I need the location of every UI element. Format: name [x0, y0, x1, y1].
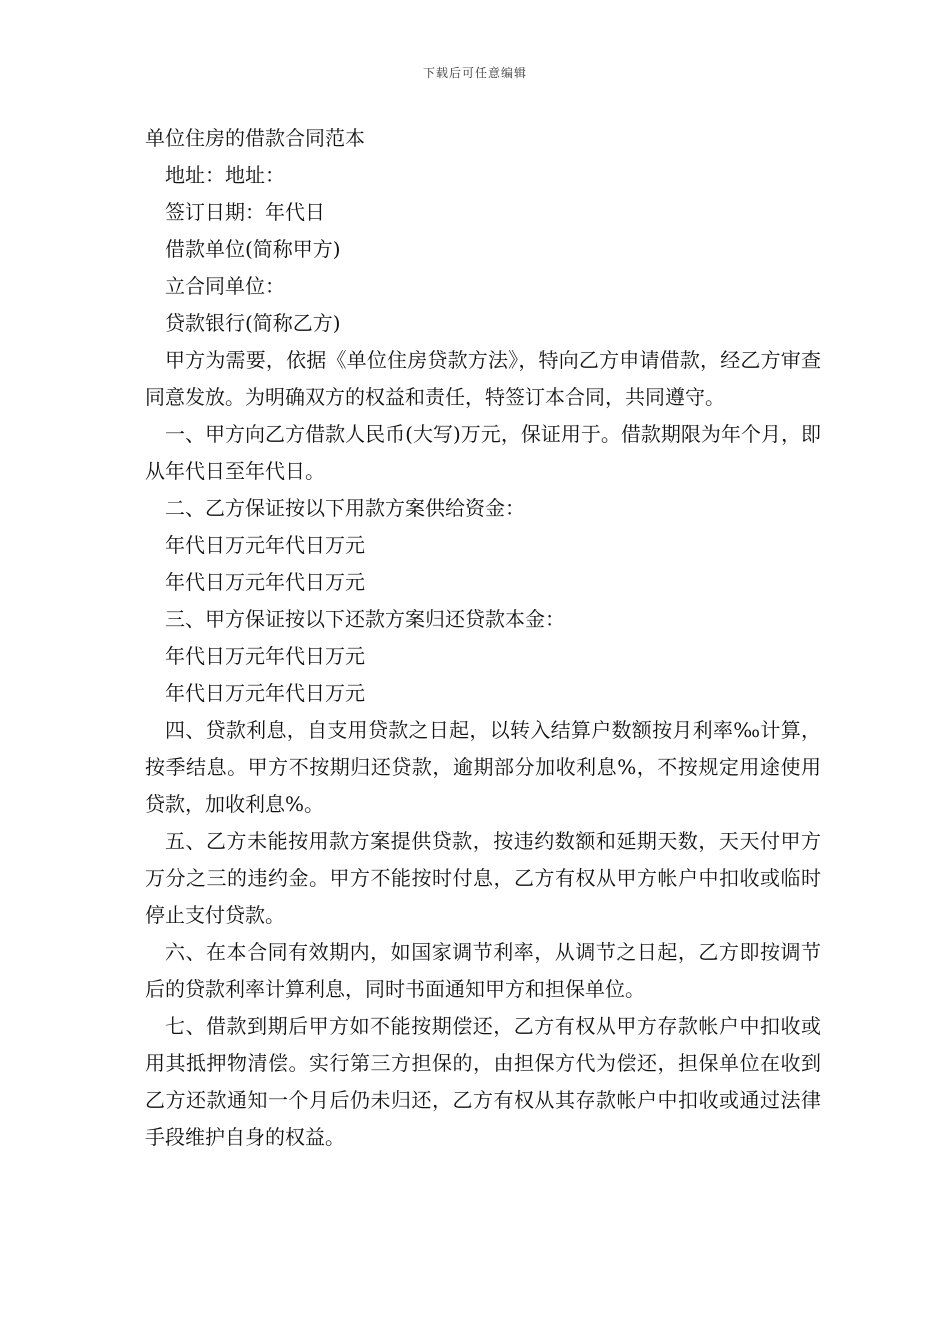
preamble-paragraph: 甲方为需要，依据《单位住房贷款方法》，特向乙方申请借款，经乙方审查同意发放。为明确双方的权益和责任，特签订本合同，共同遵守。: [145, 348, 821, 409]
clause-2-heading: 二、乙方保证按以下用款方案供给资金：: [165, 496, 525, 520]
clause-2-row: 年代日万元年代日万元: [165, 570, 365, 594]
document-title: 单位住房的借款合同范本: [145, 126, 365, 150]
borrower-line: 借款单位(简称甲方): [165, 237, 341, 261]
clause-6: 六、在本合同有效期内，如国家调节利率，从调节之日起，乙方即按调节后的贷款利率计算利息，同时书面通知甲方和担保单位。: [145, 940, 821, 1001]
clause-7: 七、借款到期后甲方如不能按期偿还，乙方有权从甲方存款帐户中扣收或用其抵押物清偿。实行第三方担保的，由担保方代为偿还，担保单位在收到乙方还款通知一个月后仍未归还，乙方有权从其存款帐户中扣收或通过法律手段维护自身的权益。: [145, 1014, 821, 1149]
clause-3-heading: 三、甲方保证按以下还款方案归还贷款本金：: [165, 607, 565, 631]
document-body: [145, 120, 821, 1156]
clause-5: 五、乙方未能按用款方案提供贷款，按违约数额和延期天数，天天付甲方万分之三的违约金。甲方不能按时付息，乙方有权从甲方帐户中扣收或临时停止支付贷款。: [145, 829, 821, 927]
signing-date-line: 签订日期：年代日: [165, 200, 325, 224]
clause-1: 一、甲方向乙方借款人民币(大写)万元，保证用于。借款期限为年个月，即从年代日至年代日。: [145, 422, 821, 483]
page-header-note: 下载后可任意编辑: [422, 66, 527, 80]
clause-3-row: 年代日万元年代日万元: [165, 681, 365, 705]
contracting-unit-line: 立合同单位：: [165, 274, 285, 298]
address-line: 地址：地址：: [165, 163, 285, 187]
clause-2-row: 年代日万元年代日万元: [165, 533, 365, 557]
clause-4: 四、贷款利息，自支用贷款之日起，以转入结算户数额按月利率‰计算，按季结息。甲方不按期归还贷款，逾期部分加收利息%，不按规定用途使用贷款，加收利息%。: [145, 718, 821, 816]
lender-line: 贷款银行(简称乙方): [165, 311, 341, 335]
clause-3-row: 年代日万元年代日万元: [165, 644, 365, 668]
